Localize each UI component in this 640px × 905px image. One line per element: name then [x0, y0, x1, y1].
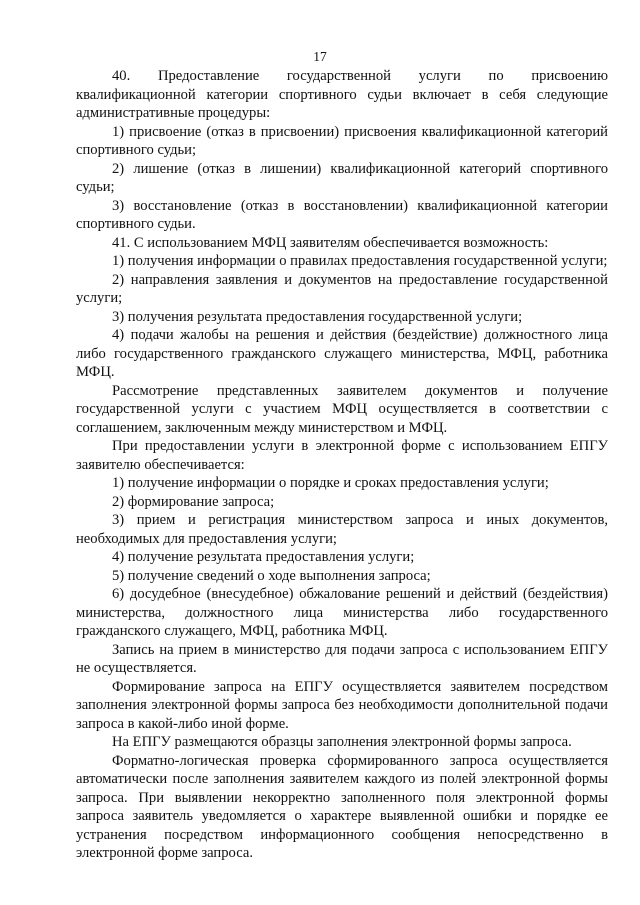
paragraph-epgu-item-1: 1) получение информации о порядке и сроках предоставления услуги; [112, 475, 549, 491]
paragraph-40-item-1: 1) присвоение (отказ в присвоении) присвоения квалификационной категорий спортивного судьи; [76, 123, 608, 158]
paragraph-41-item-1: 1) получения информации о правилах предоставления государственной услуги; [112, 253, 608, 269]
paragraph-request-forming: Формирование запроса на ЕПГУ осуществляется заявителем посредством заполнения электронной формы запроса без необходимости дополнительной подачи запроса в какой-либо иной форме. [76, 678, 608, 732]
document-body [76, 67, 608, 863]
paragraph-41-item-4: 4) подачи жалобы на решения и действия (бездействие) должностного лица либо государственного гражданского служащего министерства, МФЦ, работника МФЦ. [76, 327, 608, 380]
paragraph-epgu-item-5: 5) получение сведений о ходе выполнения запроса; [112, 567, 431, 584]
paragraph-41-intro: 41. С использованием МФЦ заявителям обеспечивается возможность: [112, 234, 549, 251]
paragraph-epgu-intro: При предоставлении услуги в электронной форме с использованием ЕПГУ заявителю обеспечивается: [76, 438, 608, 473]
paragraph-41-item-2: 2) направления заявления и документов на предоставление государственной услуги; [76, 271, 608, 306]
paragraph-40-intro: 40. Предоставление государственной услуги по присвоению квалификационной категории спортивного судьи включает в себя следующие административные процедуры: [76, 68, 608, 121]
paragraph-epgu-item-2: 2) формирование запроса; [112, 493, 275, 510]
paragraph-epgu-item-4: 4) получение результата предоставления услуги; [112, 549, 415, 565]
paragraph-epgu-item-3: 3) прием и регистрация министерством запроса и иных документов, необходимых для предоставления услуги; [76, 512, 608, 547]
paragraph-epgu-item-6: 6) досудебное (внесудебное) обжалование решений и действий (бездействия) министерства, должностного лица министерства либо государственного гражданского служащего, МФЦ, работника МФЦ. [76, 586, 608, 639]
paragraph-40-item-2: 2) лишение (отказ в лишении) квалификационной категорий спортивного судьи; [76, 160, 608, 195]
page-number: 17 [313, 49, 327, 64]
paragraph-format-check: Форматно-логическая проверка сформированного запроса осуществляется автоматически после заполнения заявителем каждого из полей электронной формы запроса. При выявлении некорректно заполненного поля электронной формы запроса заявитель уведомляется о характере выявленной ошибки и порядке ее устранения посредством информационного сообщения непосредственно в электронной форме запроса. [76, 752, 608, 861]
paragraph-41-item-3: 3) получения результата предоставления государственной услуги; [112, 308, 523, 325]
paragraph-40-item-3: 3) восстановление (отказ в восстановлении) квалификационной категории спортивного судьи. [76, 197, 608, 232]
paragraph-mfc-agreement: Рассмотрение представленных заявителем документов и получение государственной услуги с участием МФЦ осуществляется в соответствии с соглашением, заключенным между министерством и МФЦ. [76, 382, 608, 436]
paragraph-form-samples: На ЕПГУ размещаются образцы заполнения электронной формы запроса. [112, 734, 572, 750]
paragraph-appointment: Запись на прием в министерство для подачи запроса с использованием ЕПГУ не осуществляется. [76, 641, 608, 676]
